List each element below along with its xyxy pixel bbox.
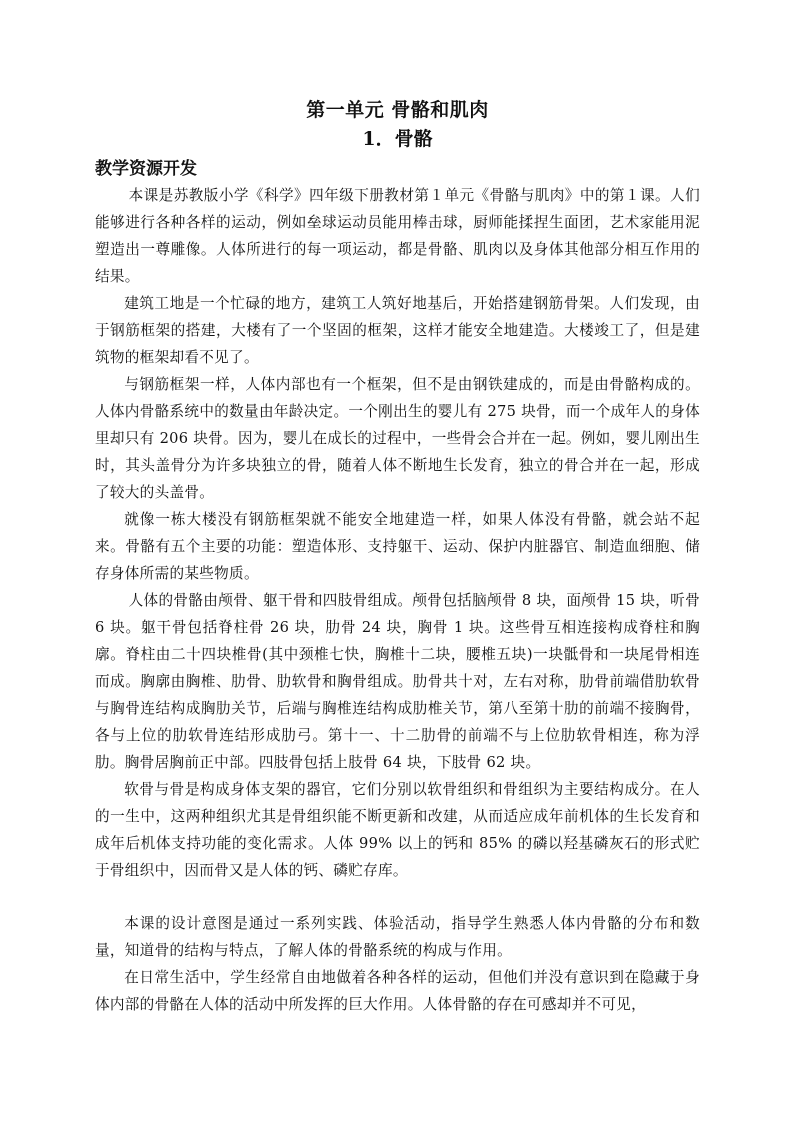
section-heading: 教学资源开发 (95, 159, 197, 179)
paragraph-functions: 就像一栋大楼没有钢筋框架就不能安全地建造一样，如果人体没有骨骼，就会站不起来。骨骼有五个主要的功能：塑造体形、支持躯干、运动、保护内脏器官、制造血细胞、储存身体所需的某些物质。 (95, 511, 700, 582)
paragraph-design-intent: 本课的设计意图是通过一系列实践、体验活动，指导学生熟悉人体内骨骼的分布和数量，知道骨的结构与特点，了解人体的骨骼系统的构成与作用。 (95, 915, 700, 959)
document-content (95, 96, 700, 1018)
paragraph-intro: 本课是苏教版小学《科学》四年级下册教材第１单元《骨骼与肌肉》中的第１课。人们能够进行各种各样的运动，例如垒球运动员能用棒击球，厨师能揉捏生面团，艺术家能用泥塑造出一尊雕像。人体所进行的每一项运动，都是骨骼、肌肉以及身体其他部分相互作用的结果。 (95, 187, 700, 285)
unit-title: 第一单元 骨骼和肌肉 (306, 99, 489, 121)
paragraph-framework: 与钢筋框架一样，人体内部也有一个框架，但不是由钢铁建成的，而是由骨骼构成的。人体内骨骼系统中的数量由年龄决定。一个刚出生的婴儿有 275 块骨，而一个成年人的身体里却只有 206 块骨。因为，婴儿在成长的过程中，一些骨会合并在一起。例如，婴儿刚出生时，其头盖骨分为许多块独立的骨，随着人体不断地生长发育，独立的骨合并在一起，形成了较大的头盖骨。 (95, 376, 700, 501)
paragraph-skeleton-composition: 人体的骨骼由颅骨、躯干骨和四肢骨组成。颅骨包括脑颅骨 8 块，面颅骨 15 块，听骨 6 块。躯干骨包括脊柱骨 26 块，肋骨 24 块，胸骨 1 块。这些骨互相连接构成脊柱和胸廓。脊柱由二十四块椎骨(其中颈椎七快，胸椎十二块，腰椎五块)一块骶骨和一块尾骨相连而成。胸廓由胸椎、肋骨、肋软骨和胸骨组成。肋骨共十对，左右对称，肋骨前端借肋软骨与胸骨连结构成胸肋关节，后端与胸椎连结构成肋椎关节，第八至第十肋的前端不接胸骨，各与上位的肋软骨连结形成肋弓。第十一、十二肋骨的前端不与上位肋软骨相连，称为浮肋。胸骨居胸前正中部。四肢骨包括上肢骨 64 块，下肢骨 62 块。 (95, 592, 700, 771)
paragraph-gap (95, 884, 700, 910)
lesson-title: 1．骨骼 (362, 128, 433, 150)
paragraph-construction: 建筑工地是一个忙碌的地方，建筑工人筑好地基后，开始搭建钢筋骨架。人们发现，由于钢筋框架的搭建，大楼有了一个坚固的框架，这样才能安全地建造。大楼竣工了，但是建筑物的框架却看不见了。 (95, 295, 700, 366)
paragraph-daily-life: 在日常生活中，学生经常自由地做着各种各样的运动，但他们并没有意识到在隐藏于身体内部的骨骼在人体的活动中所发挥的巨大作用。人体骨骼的存在可感却并不可见， (95, 969, 700, 1013)
paragraph-cartilage: 软骨与骨是构成身体支架的器官，它们分别以软骨组织和骨组织为主要结构成分。在人的一生中，这两种组织尤其是骨组织能不断更新和改建，从而适应成年前机体的生长发育和成年后机体支持功能的变化需求。人体 99% 以上的钙和 85% 的磷以羟基磷灰石的形式贮于骨组织中，因而骨又是人体的钙、磷贮存库。 (95, 781, 700, 879)
